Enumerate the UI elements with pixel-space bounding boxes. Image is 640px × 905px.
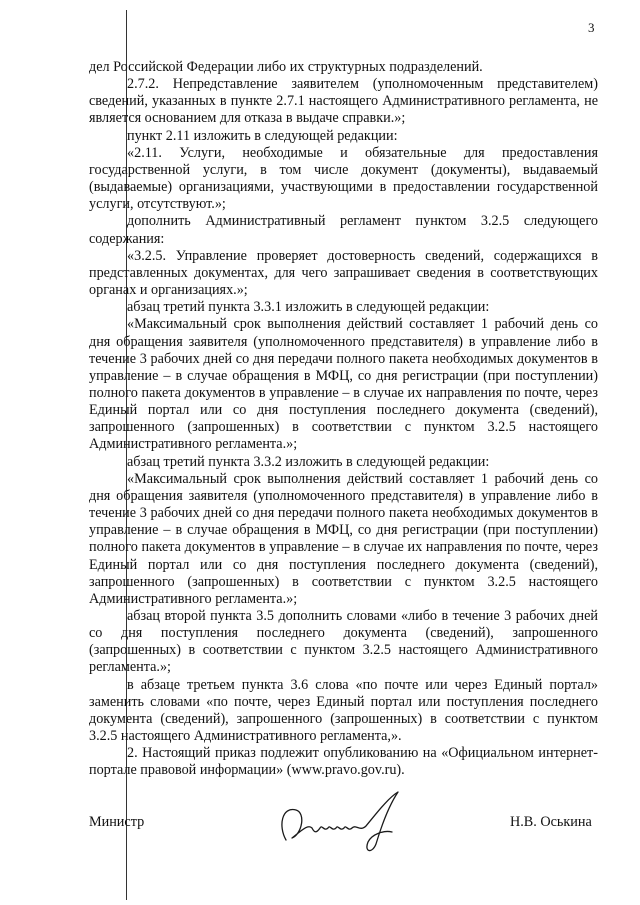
document-body — [89, 59, 598, 780]
paragraph-8: «Максимальный срок выполнения действий составляет 1 рабочий день со дня обращения заявителя (уполномоченного представителя) в управление либо в течение 3 рабочих дней со дня передачи полного пакета необходимых документов в управление – в случае обращения в МФЦ, со дня регистрации (при поступлении) полного пакета документов в управление – в случае их направления по почте, через Единый портал или со дня поступления последнего документа (сведений), запрошенного (запрошенных) в соответствии с пунктом 3.2.5 настоящего Административного регламента.»; — [89, 316, 598, 453]
page-number: 3 — [588, 20, 595, 35]
paragraph-2: 2.7.2. Непредставление заявителем (уполномоченным представителем) сведений, указанных в пункте 2.7.1 настоящего Административного регламента, не является основанием для отказа в выдаче справки.»; — [89, 76, 598, 127]
paragraph-1: дел Российской Федерации либо их структурных подразделений. — [89, 59, 483, 75]
paragraph-5: дополнить Административный регламент пунктом 3.2.5 следующего содержания: — [89, 213, 598, 247]
signatory-name: Н.В. Оськина — [510, 814, 592, 830]
paragraph-3: пункт 2.11 изложить в следующей редакции: — [127, 127, 398, 144]
paragraph-7: абзац третий пункта 3.3.1 изложить в следующей редакции: — [127, 299, 490, 316]
signature-block — [0, 780, 640, 870]
paragraph-9: абзац третий пункта 3.3.2 изложить в следующей редакции: — [127, 453, 490, 470]
signatory-title: Министр — [89, 814, 145, 830]
paragraph-11: абзац второй пункта 3.5 дополнить словами «либо в течение 3 рабочих дней со дня поступления последнего документа (сведений), запрошенного (запрошенных) в соответствии с пунктом 3.2.5 настоящего Административного регламента.»; — [89, 608, 598, 676]
paragraph-6: «3.2.5. Управление проверяет достоверность сведений, содержащихся в представленных документах, для чего запрашивает сведения в соответствующих органах и организациях.»; — [89, 247, 598, 299]
handwritten-signature — [272, 788, 412, 858]
paragraph-4: «2.11. Услуги, необходимые и обязательные для предоставления государственной услуги, в том числе документ (документы), выдаваемый (выдаваемые) организациями, участвующими в предоставлении государственной услуги, отсутствуют.»; — [89, 144, 598, 213]
paragraph-12: в абзаце третьем пункта 3.6 слова «по почте или через Единый портал» заменить словами «по почте, через Единый портал или поступления последнего документа (сведений), запрошенного (запрошенных) в соответствии с пунктом 3.2.5 настоящего Административного регламента,». — [89, 676, 598, 745]
paragraph-13: 2. Настоящий приказ подлежит опубликованию на «Официальном интернет-портале правовой информации» (www.pravo.gov.ru). — [89, 745, 598, 779]
paragraph-10: «Максимальный срок выполнения действий составляет 1 рабочий день со дня обращения заявителя (уполномоченного представителя) в управление либо в течение 3 рабочих дней со дня передачи полного пакета необходимых документов в управление – в случае обращения в МФЦ, со дня регистрации (при поступлении) полного пакета документов в управление – в случае их направления по почте, через Единый портал или со дня поступления последнего документа (сведений), запрошенного (запрошенных) в соответствии с пунктом 3.2.5 настоящего Административного регламента.»; — [89, 470, 598, 607]
